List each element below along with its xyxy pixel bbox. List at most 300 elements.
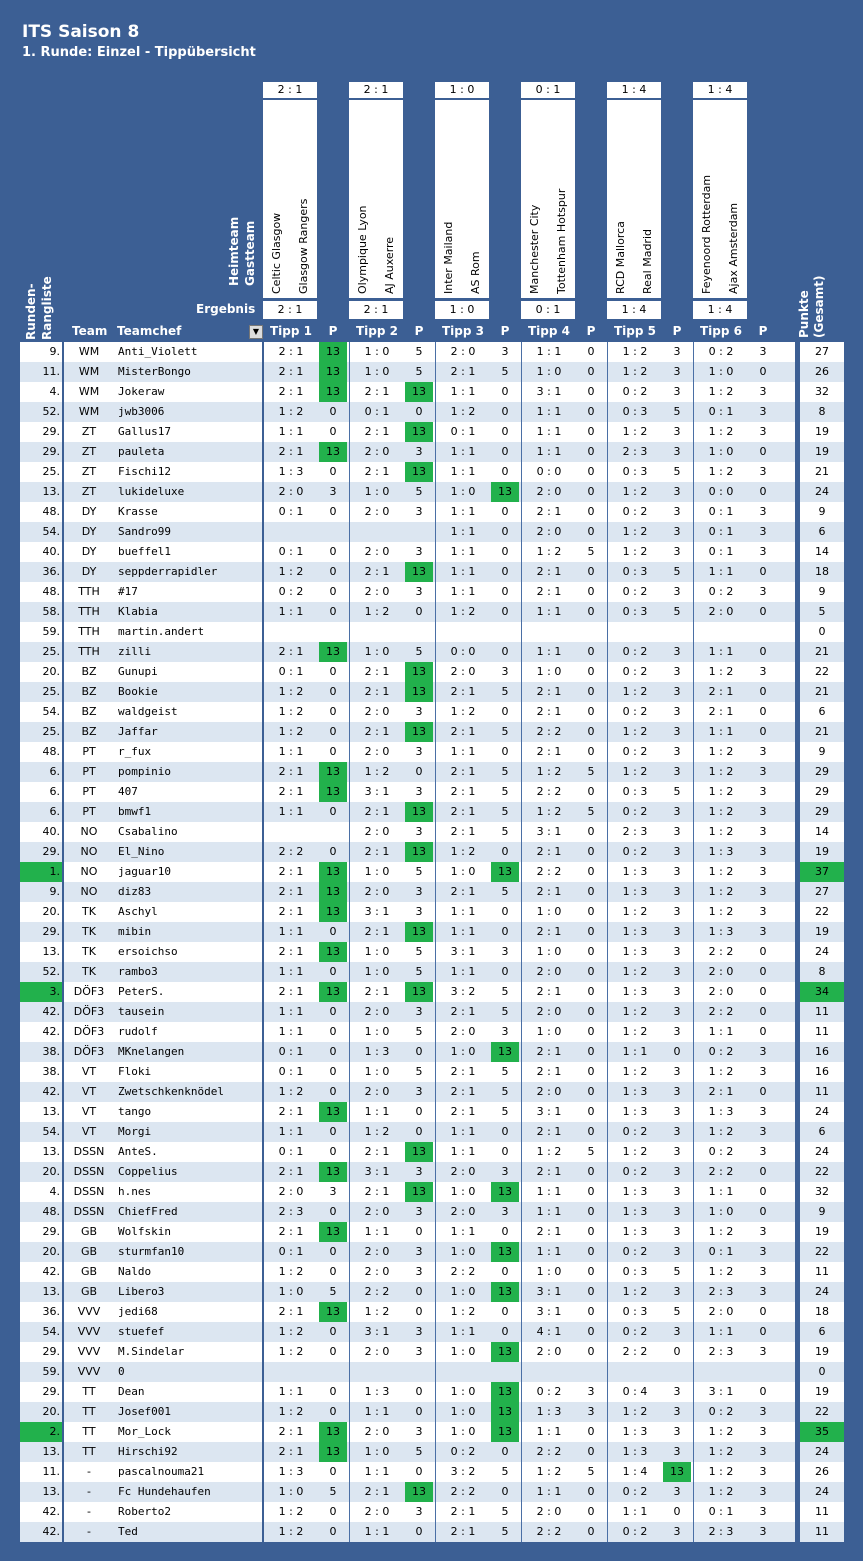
column-gap bbox=[262, 702, 264, 722]
points-cell: 5 bbox=[415, 865, 423, 878]
column-divider bbox=[693, 582, 694, 602]
table-row bbox=[20, 362, 844, 382]
rank-cell: 54. bbox=[42, 525, 60, 538]
team-cell: DY bbox=[81, 525, 97, 538]
total-points-cell: 21 bbox=[815, 685, 829, 698]
table-row bbox=[20, 902, 844, 922]
tipp-cell: 0 : 1 bbox=[278, 1045, 304, 1058]
total-points-cell: 14 bbox=[815, 545, 829, 558]
table-row bbox=[20, 442, 844, 462]
column-divider bbox=[435, 1482, 436, 1502]
tipp-cell: 2 : 1 bbox=[278, 885, 304, 898]
teamchef-cell: bmwf1 bbox=[118, 805, 152, 818]
points-cell: 0 bbox=[587, 585, 595, 598]
points-cell: 13 bbox=[319, 862, 347, 882]
tipp-cell: 3 : 1 bbox=[450, 945, 476, 958]
rank-cell: 54. bbox=[42, 1325, 60, 1338]
points-cell: 3 bbox=[673, 1125, 681, 1138]
points-cell: 0 bbox=[587, 705, 595, 718]
column-gap bbox=[795, 1102, 800, 1122]
points-cell: 0 bbox=[759, 1085, 767, 1098]
points-cell: 0 bbox=[329, 1125, 337, 1138]
column-divider bbox=[607, 982, 608, 1002]
tipp-cell bbox=[349, 522, 405, 542]
column-divider bbox=[521, 1182, 522, 1202]
column-divider bbox=[435, 462, 436, 482]
points-cell: 0 bbox=[329, 845, 337, 858]
column-divider bbox=[349, 1302, 350, 1322]
tipp-cell: 2 : 3 bbox=[278, 1205, 304, 1218]
table-row bbox=[20, 842, 844, 862]
column-gap bbox=[262, 1162, 264, 1182]
table-row bbox=[20, 422, 844, 442]
tipp-cell: 1 : 2 bbox=[278, 1525, 304, 1538]
column-gap bbox=[62, 1502, 64, 1522]
tipp-cell: 1 : 3 bbox=[622, 865, 648, 878]
column-divider bbox=[693, 562, 694, 582]
points-cell: 0 bbox=[415, 1125, 423, 1138]
tipp-cell: 1 : 1 bbox=[450, 565, 476, 578]
tipp-cell: 1 : 2 bbox=[450, 605, 476, 618]
rank-cell: 48. bbox=[42, 745, 60, 758]
points-cell: 3 bbox=[673, 1225, 681, 1238]
column-divider bbox=[521, 782, 522, 802]
points-cell: 5 bbox=[501, 805, 509, 818]
column-divider bbox=[349, 1462, 350, 1482]
points-cell: 3 bbox=[673, 965, 681, 978]
rank-cell: 20. bbox=[42, 905, 60, 918]
tipp-cell: 0 : 1 bbox=[278, 665, 304, 678]
tipp-cell: 2 : 2 bbox=[278, 845, 304, 858]
column-gap bbox=[262, 462, 264, 482]
column-divider bbox=[693, 1482, 694, 1502]
column-divider bbox=[435, 1442, 436, 1462]
points-cell: 0 bbox=[587, 985, 595, 998]
points-cell: 3 bbox=[673, 865, 681, 878]
team-cell: GB bbox=[80, 1285, 98, 1298]
column-gap bbox=[262, 1062, 264, 1082]
column-gap bbox=[262, 542, 264, 562]
tipp-cell bbox=[263, 1362, 319, 1382]
table-row bbox=[20, 402, 844, 422]
column-divider bbox=[349, 662, 350, 682]
tipp-cell: 0 : 1 bbox=[364, 405, 390, 418]
column-divider bbox=[521, 1462, 522, 1482]
column-divider bbox=[349, 1402, 350, 1422]
column-divider bbox=[521, 1342, 522, 1362]
gastteam-label: Gastteam bbox=[243, 220, 257, 286]
column-divider bbox=[521, 1282, 522, 1302]
column-divider bbox=[435, 642, 436, 662]
tipp-cell: 1 : 3 bbox=[622, 1225, 648, 1238]
points-cell bbox=[749, 1362, 777, 1382]
tipp-cell: 1 : 1 bbox=[278, 1125, 304, 1138]
table-row bbox=[20, 1222, 844, 1242]
column-divider bbox=[435, 1422, 436, 1442]
table-row bbox=[20, 1122, 844, 1142]
match-teams bbox=[349, 100, 403, 298]
column-divider bbox=[435, 1042, 436, 1062]
tipp-cell: 1 : 1 bbox=[708, 725, 734, 738]
tipp-cell: 1 : 2 bbox=[450, 845, 476, 858]
column-divider bbox=[349, 762, 350, 782]
column-gap bbox=[795, 1442, 800, 1462]
tipp-cell: 1 : 2 bbox=[450, 405, 476, 418]
total-points-cell: 24 bbox=[815, 945, 829, 958]
total-points-cell: 21 bbox=[815, 725, 829, 738]
points-cell: 3 bbox=[759, 1225, 767, 1238]
points-cell: 0 bbox=[587, 485, 595, 498]
points-cell: 0 bbox=[587, 405, 595, 418]
column-divider bbox=[521, 862, 522, 882]
teamchef-cell: Naldo bbox=[118, 1265, 152, 1278]
column-divider bbox=[607, 1042, 608, 1062]
column-divider bbox=[349, 1342, 350, 1362]
column-gap bbox=[795, 822, 800, 842]
points-cell: 3 bbox=[759, 1285, 767, 1298]
column-gap bbox=[62, 1082, 64, 1102]
column-divider bbox=[349, 402, 350, 422]
points-cell: 13 bbox=[491, 1042, 519, 1062]
team-cell: VT bbox=[81, 1065, 97, 1078]
column-divider bbox=[693, 1062, 694, 1082]
column-divider bbox=[349, 962, 350, 982]
tipp-cell: 1 : 2 bbox=[278, 725, 304, 738]
team-cell: BZ bbox=[81, 705, 97, 718]
tipp-cell: 2 : 0 bbox=[708, 965, 734, 978]
points-column-header: P bbox=[586, 324, 596, 338]
tipp-cell: 1 : 3 bbox=[622, 985, 648, 998]
rank-cell: 25. bbox=[42, 685, 60, 698]
column-gap bbox=[795, 962, 800, 982]
teamchef-cell: Krasse bbox=[118, 505, 158, 518]
total-points-cell: 35 bbox=[800, 1422, 844, 1442]
points-cell: 0 bbox=[587, 1525, 595, 1538]
column-divider bbox=[607, 842, 608, 862]
tipp-cell: 2 : 1 bbox=[278, 1425, 304, 1438]
column-divider bbox=[521, 1322, 522, 1342]
column-gap bbox=[262, 1342, 264, 1362]
tipp-cell: 1 : 1 bbox=[536, 405, 562, 418]
team-cell: ZT bbox=[81, 425, 97, 438]
points-cell: 0 bbox=[759, 485, 767, 498]
tipp-column-header: Tipp 1 bbox=[269, 324, 312, 338]
table-row bbox=[20, 962, 844, 982]
points-cell: 0 bbox=[759, 945, 767, 958]
points-cell: 3 bbox=[673, 1205, 681, 1218]
points-cell: 13 bbox=[319, 762, 347, 782]
points-cell: 0 bbox=[587, 1225, 595, 1238]
column-gap bbox=[262, 382, 264, 402]
points-cell: 3 bbox=[673, 665, 681, 678]
tipp-cell: 2 : 0 bbox=[708, 985, 734, 998]
tipp-cell: 1 : 3 bbox=[364, 1045, 390, 1058]
points-cell: 13 bbox=[405, 1142, 433, 1162]
column-gap bbox=[62, 662, 64, 682]
column-divider bbox=[521, 462, 522, 482]
column-gap bbox=[62, 1182, 64, 1202]
points-cell: 3 bbox=[501, 1205, 509, 1218]
points-cell: 3 bbox=[759, 1525, 767, 1538]
rank-cell: 1. bbox=[20, 862, 64, 882]
column-gap bbox=[62, 1222, 64, 1242]
column-divider bbox=[435, 1522, 436, 1542]
column-divider bbox=[693, 722, 694, 742]
points-cell: 0 bbox=[587, 505, 595, 518]
match-result: 2 : 1 bbox=[349, 301, 403, 319]
points-cell: 0 bbox=[329, 585, 337, 598]
column-divider bbox=[607, 782, 608, 802]
column-gap bbox=[262, 1442, 264, 1462]
points-cell: 3 bbox=[415, 885, 423, 898]
column-divider bbox=[435, 1342, 436, 1362]
points-cell: 0 bbox=[587, 345, 595, 358]
tipp-cell: 1 : 0 bbox=[364, 1065, 390, 1078]
tipp-cell: 2 : 0 bbox=[364, 745, 390, 758]
teamchef-cell: ersoichso bbox=[118, 945, 178, 958]
filter-dropdown-button[interactable]: ▼ bbox=[249, 325, 263, 339]
column-divider bbox=[607, 542, 608, 562]
column-divider bbox=[349, 1262, 350, 1282]
table-row bbox=[20, 662, 844, 682]
table-row bbox=[20, 722, 844, 742]
tipp-cell: 2 : 1 bbox=[536, 925, 562, 938]
total-points-cell: 9 bbox=[818, 505, 826, 518]
column-divider bbox=[349, 1022, 350, 1042]
tipp-cell: 1 : 0 bbox=[364, 965, 390, 978]
total-points-cell: 24 bbox=[815, 1105, 829, 1118]
total-points-cell: 11 bbox=[815, 1005, 829, 1018]
table-row bbox=[20, 1442, 844, 1462]
column-divider bbox=[693, 1522, 694, 1542]
column-gap bbox=[62, 1462, 64, 1482]
total-points-cell: 32 bbox=[815, 385, 829, 398]
tipp-cell bbox=[607, 622, 663, 642]
tipp-cell: 0 : 1 bbox=[278, 545, 304, 558]
match-result-top: 1 : 4 bbox=[607, 82, 661, 98]
team-cell: NO bbox=[80, 885, 98, 898]
column-gap bbox=[262, 1502, 264, 1522]
points-cell: 0 bbox=[329, 1405, 337, 1418]
column-divider bbox=[693, 602, 694, 622]
column-divider bbox=[349, 482, 350, 502]
column-divider bbox=[349, 1322, 350, 1342]
tipp-cell: 1 : 0 bbox=[278, 1285, 304, 1298]
points-cell: 0 bbox=[759, 1205, 767, 1218]
table-row bbox=[20, 1262, 844, 1282]
points-cell: 5 bbox=[501, 985, 509, 998]
tipp-cell: 1 : 2 bbox=[278, 685, 304, 698]
points-cell: 0 bbox=[759, 605, 767, 618]
column-gap bbox=[62, 482, 64, 502]
column-gap bbox=[262, 502, 264, 522]
points-cell: 0 bbox=[759, 1025, 767, 1038]
tipp-cell: 0 : 0 bbox=[708, 485, 734, 498]
column-divider bbox=[521, 1442, 522, 1462]
rank-cell: 11. bbox=[42, 365, 60, 378]
rank-cell: 20. bbox=[42, 1245, 60, 1258]
column-gap bbox=[262, 1302, 264, 1322]
points-cell: 0 bbox=[415, 1525, 423, 1538]
points-cell: 0 bbox=[329, 1085, 337, 1098]
column-gap bbox=[262, 362, 264, 382]
column-divider bbox=[349, 622, 350, 642]
tipp-cell: 2 : 0 bbox=[536, 1345, 562, 1358]
column-divider bbox=[521, 562, 522, 582]
tipp-cell bbox=[349, 1362, 405, 1382]
tipp-cell: 1 : 0 bbox=[450, 1245, 476, 1258]
column-divider bbox=[349, 1082, 350, 1102]
points-cell: 0 bbox=[329, 965, 337, 978]
points-cell: 0 bbox=[587, 965, 595, 978]
tipp-cell: 2 : 2 bbox=[708, 1005, 734, 1018]
column-divider bbox=[521, 1382, 522, 1402]
tipp-cell: 2 : 1 bbox=[450, 365, 476, 378]
points-cell: 3 bbox=[673, 1405, 681, 1418]
points-cell: 3 bbox=[673, 745, 681, 758]
column-gap bbox=[262, 962, 264, 982]
column-gap bbox=[795, 382, 800, 402]
tipp-cell: 0 : 1 bbox=[708, 1245, 734, 1258]
column-gap bbox=[262, 1122, 264, 1142]
column-divider bbox=[607, 442, 608, 462]
points-cell: 3 bbox=[501, 665, 509, 678]
column-divider bbox=[521, 802, 522, 822]
points-cell: 0 bbox=[759, 445, 767, 458]
points-cell: 0 bbox=[329, 1005, 337, 1018]
points-cell: 5 bbox=[673, 565, 681, 578]
column-divider bbox=[693, 502, 694, 522]
points-cell: 3 bbox=[673, 545, 681, 558]
team-cell: GB bbox=[80, 1265, 98, 1278]
column-divider bbox=[435, 402, 436, 422]
table-row bbox=[20, 1162, 844, 1182]
column-divider bbox=[521, 362, 522, 382]
points-cell: 0 bbox=[501, 1445, 509, 1458]
column-divider bbox=[521, 1402, 522, 1422]
points-cell: 0 bbox=[587, 425, 595, 438]
points-cell: 5 bbox=[501, 1085, 509, 1098]
points-cell: 5 bbox=[673, 1265, 681, 1278]
tipp-cell: 1 : 0 bbox=[536, 905, 562, 918]
column-divider bbox=[693, 1322, 694, 1342]
points-cell: 0 bbox=[587, 1345, 595, 1358]
column-divider bbox=[693, 1222, 694, 1242]
column-divider bbox=[349, 1042, 350, 1062]
teamchef-cell: Wolfskin bbox=[118, 1225, 171, 1238]
tipp-cell: 0 : 2 bbox=[622, 1125, 648, 1138]
points-cell: 13 bbox=[319, 882, 347, 902]
column-gap bbox=[62, 862, 64, 882]
team-cell: - bbox=[87, 1525, 91, 1538]
total-points-cell: 9 bbox=[818, 745, 826, 758]
column-divider bbox=[435, 562, 436, 582]
column-divider bbox=[607, 1202, 608, 1222]
points-cell: 3 bbox=[415, 585, 423, 598]
tipp-cell: 2 : 1 bbox=[450, 765, 476, 778]
points-cell: 13 bbox=[491, 1242, 519, 1262]
tipp-cell: 1 : 0 bbox=[450, 1405, 476, 1418]
column-divider bbox=[521, 602, 522, 622]
team-cell: ZT bbox=[81, 485, 97, 498]
match-result: 0 : 1 bbox=[521, 301, 575, 319]
tipp-cell: 2 : 0 bbox=[364, 1085, 390, 1098]
points-cell bbox=[491, 622, 519, 642]
column-gap bbox=[262, 1222, 264, 1242]
column-gap bbox=[62, 1142, 64, 1162]
column-divider bbox=[693, 822, 694, 842]
table-row bbox=[20, 762, 844, 782]
tipp-cell bbox=[693, 1362, 749, 1382]
column-divider bbox=[693, 682, 694, 702]
tipp-cell: 0 : 1 bbox=[708, 525, 734, 538]
teamchef-cell: lukideluxe bbox=[118, 485, 185, 498]
tipp-cell: 1 : 1 bbox=[278, 425, 304, 438]
points-cell: 3 bbox=[759, 925, 767, 938]
tipp-cell: 2 : 1 bbox=[364, 1185, 390, 1198]
tipp-cell: 2 : 1 bbox=[450, 1505, 476, 1518]
column-divider bbox=[521, 622, 522, 642]
column-gap bbox=[62, 1122, 64, 1142]
points-cell: 0 bbox=[587, 565, 595, 578]
tipp-cell: 2 : 1 bbox=[278, 785, 304, 798]
rangliste-label-2: Rangliste bbox=[40, 276, 54, 340]
points-cell: 5 bbox=[673, 465, 681, 478]
tipp-cell: 0 : 1 bbox=[278, 1245, 304, 1258]
teamchef-cell: Fischi12 bbox=[118, 465, 171, 478]
column-divider bbox=[521, 342, 522, 362]
points-cell: 0 bbox=[329, 1145, 337, 1158]
tipp-cell: 3 : 1 bbox=[536, 385, 562, 398]
rank-cell: 59. bbox=[42, 625, 60, 638]
tipp-cell: 2 : 1 bbox=[450, 1005, 476, 1018]
column-divider bbox=[693, 402, 694, 422]
points-cell: 13 bbox=[405, 1182, 433, 1202]
points-cell: 5 bbox=[501, 885, 509, 898]
points-cell: 0 bbox=[587, 1205, 595, 1218]
tipp-cell: 2 : 1 bbox=[450, 725, 476, 738]
total-points-cell: 11 bbox=[815, 1525, 829, 1538]
points-cell: 13 bbox=[491, 862, 519, 882]
column-divider bbox=[693, 1402, 694, 1422]
tipp-cell: 1 : 1 bbox=[364, 1105, 390, 1118]
table-row bbox=[20, 1202, 844, 1222]
tipp-cell: 2 : 1 bbox=[364, 685, 390, 698]
tipp-cell: 0 : 3 bbox=[622, 605, 648, 618]
points-cell: 3 bbox=[673, 425, 681, 438]
tipp-cell: 2 : 0 bbox=[364, 1505, 390, 1518]
column-gap bbox=[62, 1382, 64, 1402]
table-row bbox=[20, 522, 844, 542]
column-divider bbox=[607, 382, 608, 402]
points-cell: 0 bbox=[501, 905, 509, 918]
total-points-cell: 21 bbox=[815, 465, 829, 478]
points-cell: 0 bbox=[587, 1045, 595, 1058]
tipp-cell: 1 : 2 bbox=[708, 465, 734, 478]
table-row bbox=[20, 562, 844, 582]
column-divider bbox=[693, 1262, 694, 1282]
points-cell: 0 bbox=[329, 545, 337, 558]
points-cell: 3 bbox=[673, 825, 681, 838]
tipp-cell: 2 : 0 bbox=[536, 485, 562, 498]
total-points-cell: 29 bbox=[815, 805, 829, 818]
column-gap bbox=[795, 882, 800, 902]
match-box bbox=[263, 100, 317, 298]
rank-cell: 59. bbox=[42, 1365, 60, 1378]
column-divider bbox=[521, 1242, 522, 1262]
team-cell: WM bbox=[78, 405, 100, 418]
rank-cell: 13. bbox=[42, 1145, 60, 1158]
